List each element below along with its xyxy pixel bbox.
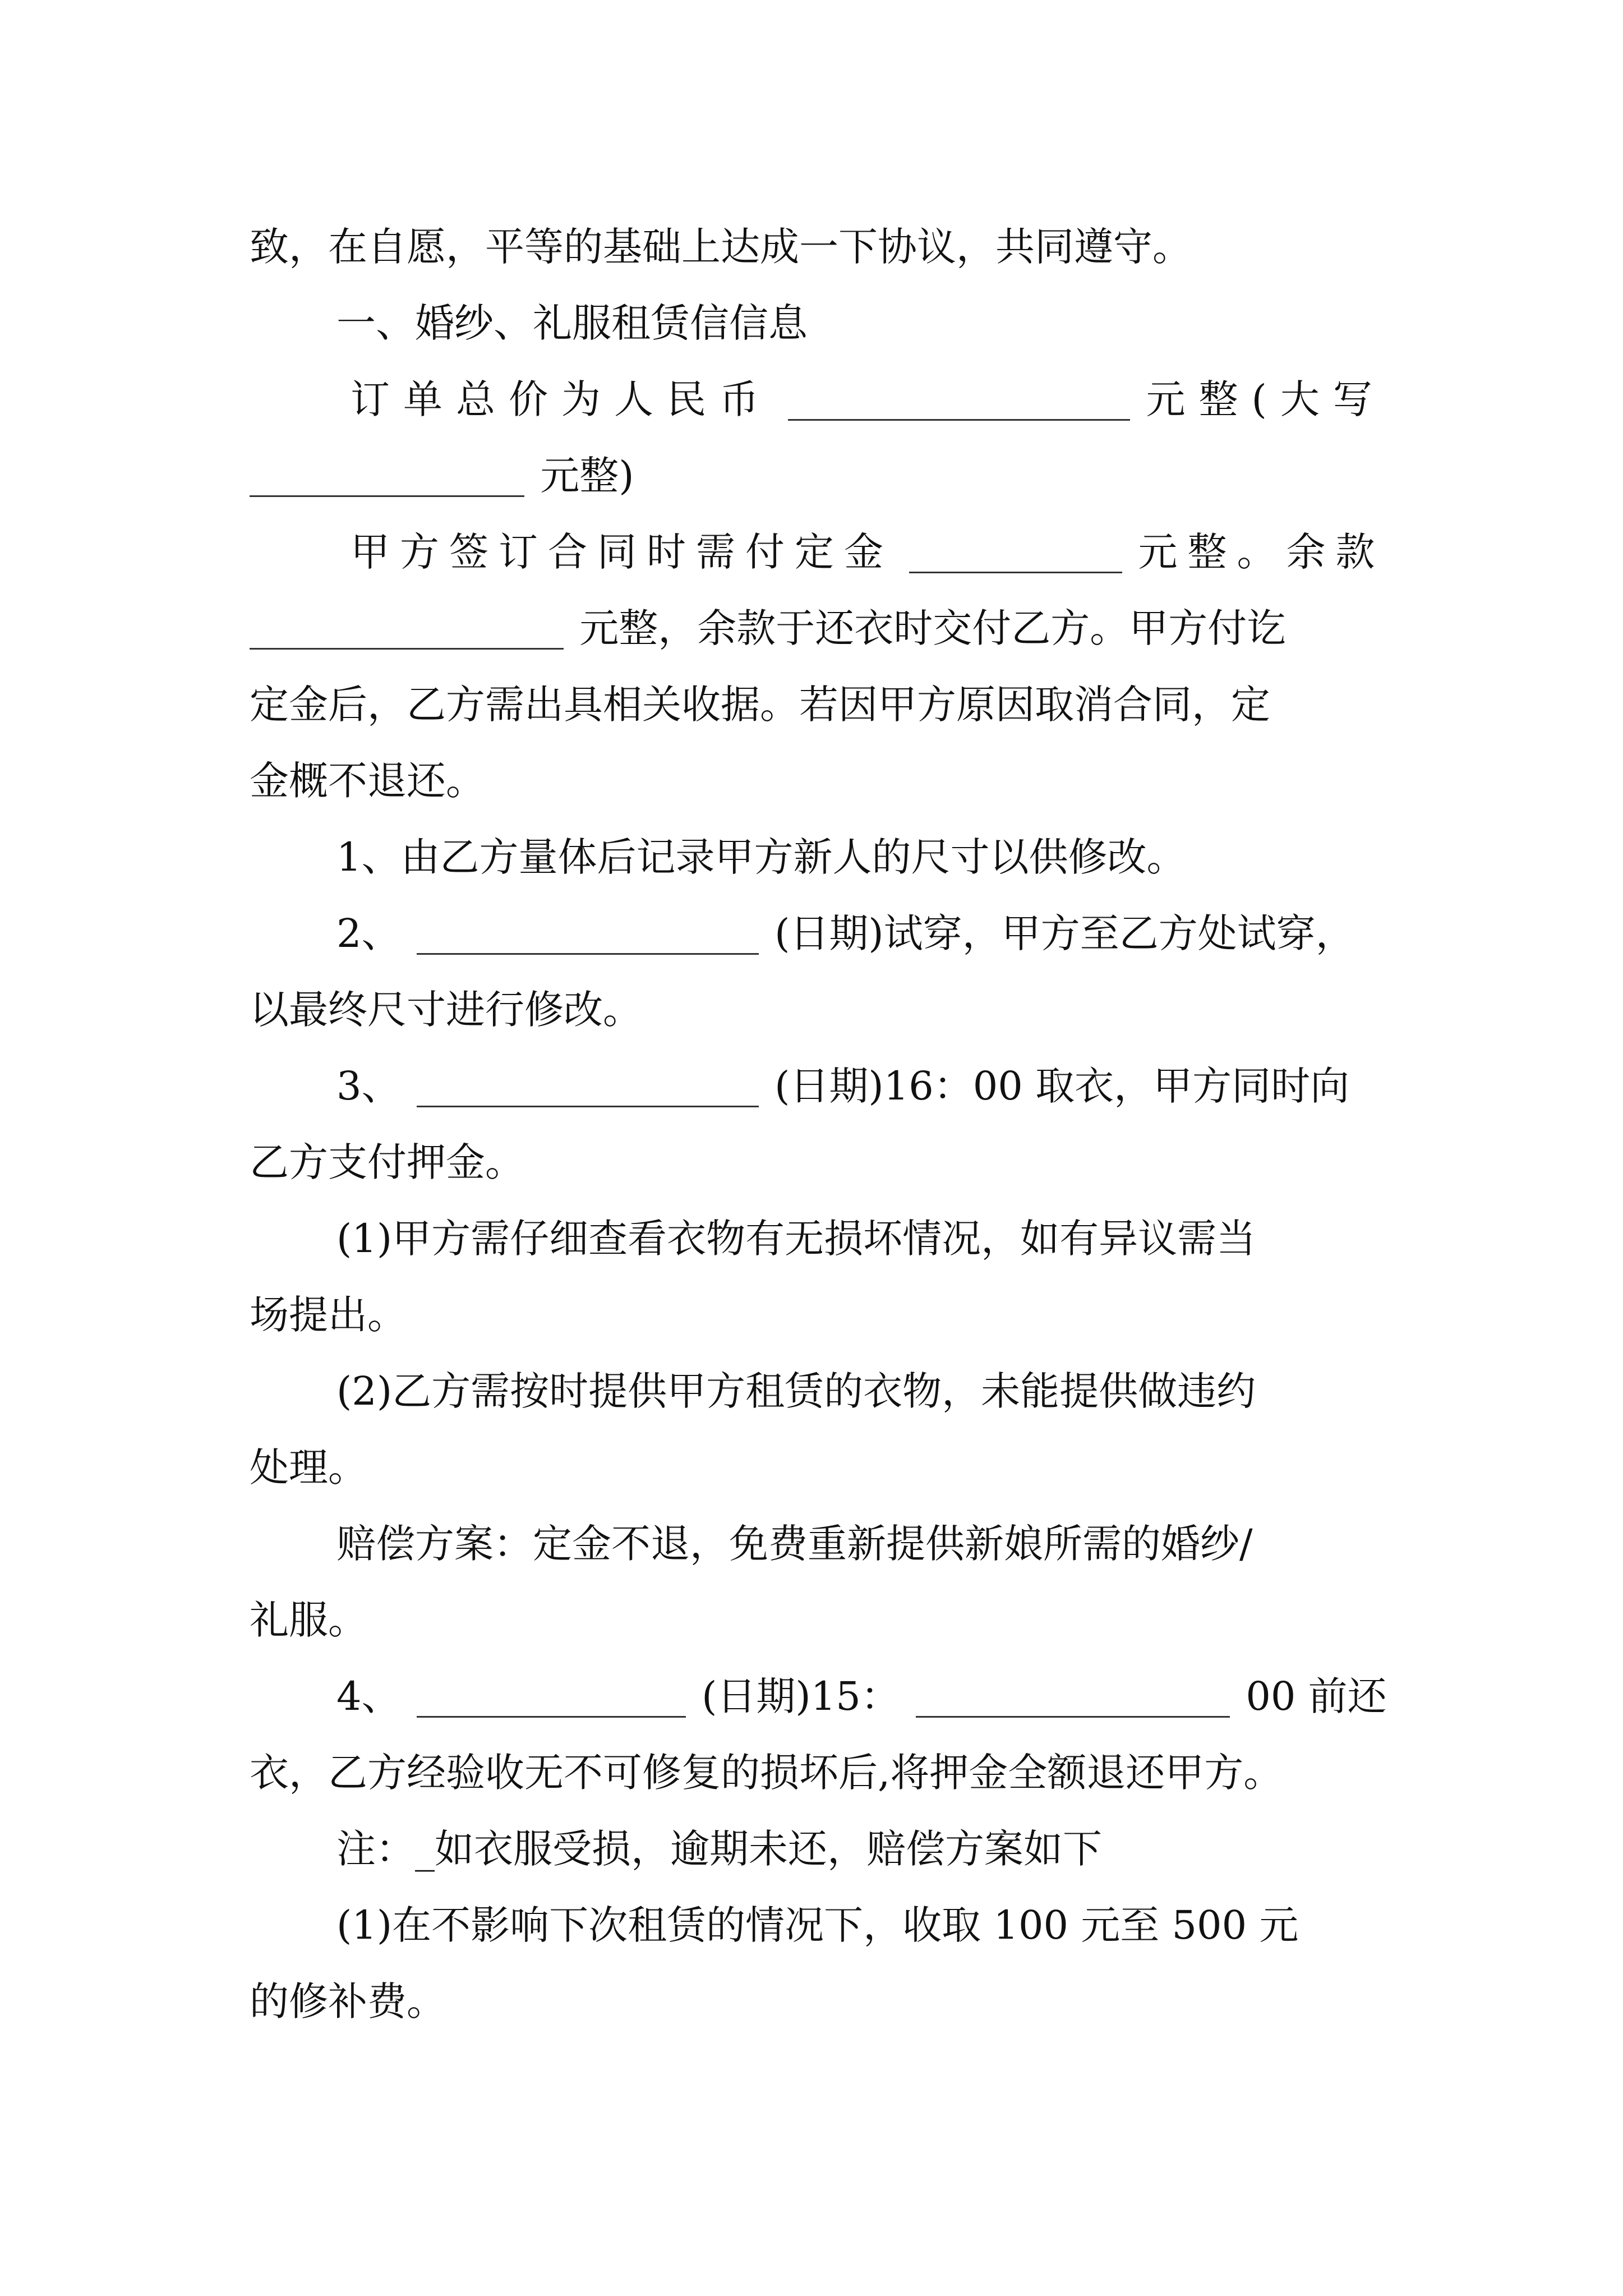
clause-item (250, 1658, 1475, 1734)
paragraph-line (250, 514, 1388, 590)
fill-in-blank[interactable] (788, 380, 1130, 421)
line-text: 定金后，乙方需出具相关收据。若因甲方原因取消合同，定 (250, 682, 1270, 728)
fill-in-blank[interactable] (250, 456, 524, 497)
paragraph-line (250, 1124, 1388, 1200)
line-text: 乙方支付押金。 (250, 1139, 524, 1185)
line-text: 1、由乙方量体后记录甲方新人的尺寸以供修改。 (336, 834, 1186, 880)
date-blank[interactable] (417, 914, 759, 955)
paragraph-line (250, 361, 1388, 438)
paragraph-line (250, 972, 1388, 1048)
line-text: 订单总价为人民币 (351, 376, 772, 422)
paragraph-line (250, 209, 1388, 285)
sub-clause (250, 1200, 1475, 1277)
date-blank[interactable] (417, 1066, 759, 1107)
line-text: 注：_如衣服受损，逾期未还，赔偿方案如下 (336, 1826, 1102, 1872)
paragraph-line (250, 590, 1388, 666)
paragraph-line (250, 1582, 1388, 1658)
paragraph-line (250, 1277, 1388, 1353)
paragraph-line (250, 743, 1388, 819)
compensation-plan (250, 1506, 1475, 1582)
line-text: 以最终尺寸进行修改。 (250, 987, 642, 1033)
line-text: 元整，余款于还衣时交付乙方。甲方付讫 (579, 605, 1287, 651)
line-text: 00 前还 (1246, 1673, 1387, 1719)
line-text: (1)在不影响下次租赁的情况下，收取 100 元至 500 元 (336, 1902, 1299, 1948)
line-text: 金概不退还。 (250, 758, 485, 804)
paragraph-line (250, 666, 1388, 743)
paragraph-line (250, 1429, 1388, 1506)
paragraph-line (250, 1734, 1388, 1811)
note-line (250, 1811, 1475, 1887)
section-heading (250, 285, 1475, 361)
line-text: 4、 (336, 1673, 401, 1719)
line-text: (日期)15： (702, 1673, 900, 1719)
paragraph-line (250, 438, 1388, 514)
line-text: (日期)试穿，甲方至乙方处试穿， (774, 910, 1355, 956)
line-text: 衣，乙方经验收无不可修复的损坏后,将押金全额退还甲方。 (250, 1750, 1283, 1796)
line-text: 元整。余款 (1138, 529, 1385, 575)
line-text: (1)甲方需仔细查看衣物有无损坏情况，如有异议需当 (336, 1216, 1256, 1262)
sub-clause (250, 1353, 1475, 1429)
line-text: 处理。 (250, 1444, 367, 1490)
clause-item (250, 1048, 1475, 1124)
line-text: 3、 (336, 1063, 401, 1109)
line-text: 元整(大写 (1146, 376, 1386, 422)
line-text: 元整) (540, 453, 634, 499)
line-text: 2、 (336, 910, 401, 956)
date-blank[interactable] (417, 1677, 686, 1718)
line-text: (日期)16：00 取衣，甲方同时向 (774, 1063, 1350, 1109)
line-text: 的修补费。 (250, 1978, 446, 2024)
line-text: 致，在自愿，平等的基础上达成一下协议，共同遵守。 (250, 224, 1192, 270)
clause-item (250, 895, 1475, 972)
sub-clause (250, 1887, 1475, 1963)
clause-item (250, 819, 1475, 895)
time-blank[interactable] (916, 1677, 1230, 1718)
line-text: 一、婚纱、礼服租赁信信息 (336, 300, 808, 346)
line-text: 礼服。 (250, 1597, 367, 1643)
line-text: 甲方签订合同时需付定金 (351, 529, 893, 575)
line-text: (2)乙方需按时提供甲方租赁的衣物，未能提供做违约 (336, 1368, 1256, 1414)
fill-in-blank[interactable] (909, 532, 1122, 573)
line-text: 场提出。 (250, 1292, 407, 1338)
paragraph-line (250, 1963, 1388, 2040)
line-text: 赔偿方案：定金不退，免费重新提供新娘所需的婚纱/ (336, 1521, 1253, 1567)
fill-in-blank[interactable] (250, 609, 564, 650)
